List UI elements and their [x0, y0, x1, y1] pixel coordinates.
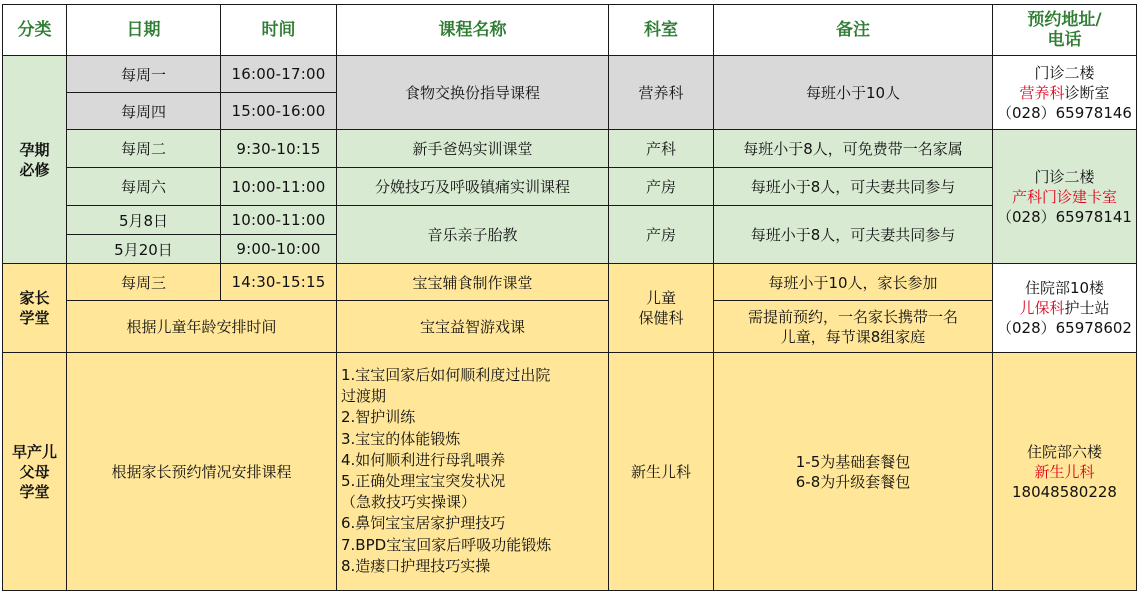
note-cell: [714, 353, 993, 591]
table-row: [3, 301, 1137, 353]
contact-phone: 18048580228: [1012, 482, 1117, 501]
date-cell: 每周三: [67, 264, 221, 301]
dept-cell-child-health: [609, 264, 714, 353]
dept-line1: 儿童: [645, 289, 676, 307]
time-cell: 10:00-11:00: [221, 206, 337, 235]
category-parents: [3, 264, 67, 353]
header-note: 备注: [714, 5, 993, 56]
header-contact-line2: 电话: [1047, 30, 1082, 50]
contact-dept-highlight: 新生儿科: [1034, 462, 1095, 481]
header-contact-line1: 预约地址/: [1027, 10, 1102, 30]
note-cell: 每班小于10人: [714, 56, 993, 130]
contact-dept-highlight: 营养科: [1019, 83, 1065, 102]
table-row: [3, 168, 1137, 206]
contact-cell-nutrition: [993, 56, 1137, 130]
contact-office: [997, 298, 1132, 318]
course-cell: 分娩技巧及呼吸镇痛实训课程: [337, 168, 609, 206]
list-item: （急救技巧实操课）: [341, 493, 477, 512]
note-cell: 每班小于8人，可夫妻共同参与: [714, 168, 993, 206]
note-line2: 儿童，每节课8组家庭: [780, 327, 926, 346]
contact-office: [997, 83, 1132, 103]
note-cell: 每班小于8人，可夫妻共同参与: [714, 206, 993, 264]
category-preemie-line2: 父母: [19, 462, 50, 481]
category-pregnancy: [3, 56, 67, 264]
list-item: 5.正确处理宝宝突发状况: [341, 472, 506, 491]
table-row: [3, 130, 1137, 168]
dept-line2: 保健科: [638, 309, 684, 327]
list-item: 7.BPD宝宝回家后呼吸功能锻炼: [341, 535, 552, 554]
course-cell: 食物交换份指导课程: [337, 56, 609, 130]
list-item: 过渡期: [341, 387, 387, 406]
contact-cell-neonatal: [993, 353, 1137, 591]
course-schedule-table: [2, 4, 1137, 591]
dept-cell: 产房: [609, 206, 714, 264]
course-cell: 新手爸妈实训课堂: [337, 130, 609, 168]
date-cell: 每周二: [67, 130, 221, 168]
table-row: [3, 264, 1137, 301]
date-cell: 5月8日: [67, 206, 221, 235]
course-list-cell: [337, 353, 609, 591]
time-cell: 9:30-10:15: [221, 130, 337, 168]
contact-location: 住院部10楼: [1024, 279, 1105, 297]
category-preemie-line3: 学堂: [19, 482, 50, 501]
time-cell: 14:30-15:15: [221, 264, 337, 301]
list-item: 3.宝宝的体能锻炼: [341, 429, 461, 448]
header-course: 课程名称: [337, 5, 609, 56]
time-cell: 16:00-17:00: [221, 56, 337, 93]
list-item: 2.智护训练: [341, 408, 416, 427]
dept-cell: 产科: [609, 130, 714, 168]
contact-location: 门诊二楼: [1034, 167, 1095, 186]
category-parents-line2: 学堂: [19, 309, 50, 327]
list-item: 1.宝宝回家后如何顺利度过出院: [341, 366, 551, 384]
category-parents-line1: 家长: [19, 289, 50, 307]
note-line2: 6-8为升级套餐包: [795, 472, 911, 491]
dept-cell: 新生儿科: [609, 353, 714, 591]
course-cell: 宝宝辅食制作课堂: [337, 264, 609, 301]
category-pregnancy-line2: 必修: [19, 160, 50, 179]
note-line1: 1-5为基础套餐包: [795, 452, 911, 471]
list-item: 8.造瘘口护理技巧实操: [341, 556, 491, 575]
header-time: 时间: [221, 5, 337, 56]
list-item: 6.鼻饲宝宝居家护理技巧: [341, 514, 506, 533]
contact-location: 住院部六楼: [1026, 442, 1102, 461]
contact-location: 门诊二楼: [1034, 63, 1095, 82]
contact-cell-obstetrics: [993, 130, 1137, 264]
header-dept: 科室: [609, 5, 714, 56]
date-cell: 每周一: [67, 56, 221, 93]
time-cell: 10:00-11:00: [221, 168, 337, 206]
header-contact: [993, 5, 1137, 56]
contact-office-rest: 护士站: [1064, 299, 1110, 317]
contact-phone: （028）65978146: [997, 103, 1132, 122]
note-cell: 每班小于8人，可免费带一名家属: [714, 130, 993, 168]
date-cell: 每周四: [67, 93, 221, 130]
course-cell: 宝宝益智游戏课: [337, 301, 609, 353]
contact-phone: （028）65978602: [997, 319, 1132, 337]
course-cell: 音乐亲子胎教: [337, 206, 609, 264]
date-cell: 5月20日: [67, 235, 221, 264]
contact-dept-highlight: 产科门诊建卡室: [1011, 187, 1117, 206]
header-row: [3, 5, 1137, 56]
dept-cell: 营养科: [609, 56, 714, 130]
dept-cell: 产房: [609, 168, 714, 206]
contact-dept-highlight: 儿保科: [1019, 299, 1065, 317]
schedule-cell: 根据家长预约情况安排课程: [67, 353, 337, 591]
header-category: 分类: [3, 5, 67, 56]
list-item: 4.如何顺利进行母乳喂养: [341, 450, 506, 469]
table-row: [3, 353, 1137, 591]
category-preemie: [3, 353, 67, 591]
table-row: [3, 56, 1137, 93]
contact-phone: （028）65978141: [997, 207, 1132, 226]
time-cell: 15:00-16:00: [221, 93, 337, 130]
note-line1: 需提前预约，一名家长携带一名: [747, 307, 958, 326]
contact-cell-child-health: [993, 264, 1137, 353]
note-cell: 每班小于10人，家长参加: [714, 264, 993, 301]
category-pregnancy-line1: 孕期: [19, 140, 50, 159]
table-row: [3, 206, 1137, 235]
header-date: 日期: [67, 5, 221, 56]
note-cell: [714, 301, 993, 353]
time-cell: 9:00-10:00: [221, 235, 337, 264]
schedule-cell: 根据儿童年龄安排时间: [67, 301, 337, 353]
date-cell: 每周六: [67, 168, 221, 206]
category-preemie-line1: 早产儿: [11, 442, 57, 461]
contact-office-rest: 诊断室: [1064, 83, 1110, 102]
